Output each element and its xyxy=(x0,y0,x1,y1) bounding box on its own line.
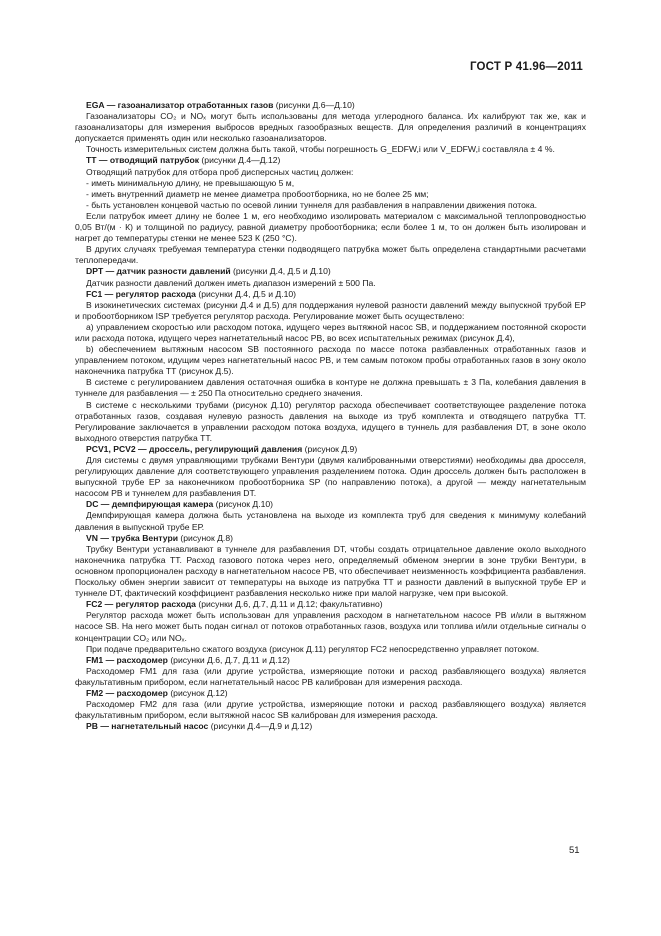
paragraph: В изокинетических системах (рисунки Д.4 и Д.5) для поддержания нулевой разности давлений между выпускной трубой ЕР и пробоотборником ISP требуется регулятор расхода. Регулирование может быть осуществлено: xyxy=(75,299,586,321)
heading-title: FM1 — расходомер xyxy=(86,654,168,665)
document-body xyxy=(75,100,586,732)
paragraph: Для системы с двумя управляющими трубками Вентури (двумя калиброванными отверстиями) необходимы два дросселя, регулирующих давление для соответствующего управления разделением потока. Один дроссель должен быть расположен в выпускной трубе ЕР за наконечником пробоотборника SP (по направлению потока), а другой — между нагнетательным насосом РВ и туннелем для разбавления DT. xyxy=(75,455,586,499)
heading-title: FM2 — расходомер xyxy=(86,687,168,698)
heading-title: PCV1, PCV2 — дроссель, регулирующий давления xyxy=(86,443,303,454)
paragraph: При подаче предварительно сжатого воздуха (рисунок Д.11) регулятор FC2 непосредственно управляет потоком. xyxy=(86,643,540,654)
paragraph: В других случаях требуемая температура стенки подводящего патрубка может быть определена стандартными расчетами теплопередачи. xyxy=(75,244,586,266)
heading-ref: (рисунок Д.10) xyxy=(213,499,274,510)
section-heading-fm2 xyxy=(75,688,586,699)
heading-title: TT — отводящий патрубок xyxy=(86,155,200,166)
section-heading-fm1 xyxy=(75,655,586,666)
section-heading-pb xyxy=(75,721,586,732)
heading-ref: (рисунки Д.4—Д.12) xyxy=(199,155,281,166)
page-number: 51 xyxy=(569,845,580,856)
section-heading-fc1 xyxy=(75,289,586,300)
paragraph: Демпфирующая камера должна быть установлена на выходе из комплекта труб для сведения к минимуму колебаний давления в выпускной трубе ЕР. xyxy=(75,510,586,532)
heading-ref: (рисунок Д.9) xyxy=(302,443,358,454)
heading-ref: (рисунок Д.12) xyxy=(167,687,228,698)
section-heading-fc2 xyxy=(75,599,586,610)
list-item: - иметь минимальную длину, не превышающую 5 м, xyxy=(86,177,295,188)
heading-ref: (рисунок Д.8) xyxy=(178,532,233,543)
heading-title: VN — трубка Вентури xyxy=(86,532,179,543)
paragraph: Расходомер FM2 для газа (или другие устройства, измеряющие потоки и расход разбавляющего воздуха) является факультативным прибором, если вытяжной насос SB калиброван для измерения расхода. xyxy=(75,699,586,721)
paragraph: Расходомер FM1 для газа (или другие устройства, измеряющие потоки и расход разбавляющего воздуха) является факультативным прибором, если нагнетательный насос РВ калиброван для измерения расхода. xyxy=(75,665,586,687)
paragraph: Точность измерительных систем должна быть такой, чтобы погрешность G_EDFW,i или V_EDFW,i составляла ± 4 %. xyxy=(86,144,555,155)
paragraph: В системе с регулированием давления остаточная ошибка в контуре не должна превышать ± 3 Па, колебания давления в туннеле для разбавления — ± 250 Па относительно среднего значения. xyxy=(75,377,586,399)
list-item: а) управлением скоростью или расходом потока, идущего через вытяжной насос SB, и поддержанием постоянной скорости или расхода потока, идущего через нагнетательный насос РВ, во всех испытательных режимах (рисунок Д.4), xyxy=(75,321,586,343)
heading-title: DPT — датчик разности давлений xyxy=(86,266,231,277)
section-heading-pcv xyxy=(75,444,586,455)
heading-ref: (рисунки Д.6, Д.7, Д.11 и Д.12; факультативно) xyxy=(195,599,383,610)
heading-ref: (рисунки Д.6—Д.10) xyxy=(273,100,355,110)
heading-title: DC — демпфирующая камера xyxy=(86,499,214,510)
section-heading-vn xyxy=(75,533,586,544)
paragraph: Если патрубок имеет длину не более 1 м, его необходимо изолировать материалом с максимальной теплопроводностью 0,05 Вт/(м · К) и толщиной по радиусу, равной диаметру пробоотборника; если более 1 м, то он должен быть изолирован и нагрет до температуры стенки не менее 523 К (250 °С). xyxy=(75,210,586,244)
paragraph: Трубку Вентури устанавливают в туннеле для разбавления DT, чтобы создать отрицательное давление около выходного наконечника патрубка ТТ. Расход газового потока через него, определяемый обменом энергии в зоне трубки Вентури, в основном пропорционален расходу в нагнетательном насосе РВ, что обеспечивает неизменность коэффициента разбавления. Поскольку обмен энергии зависит от температуры на выходе из патрубка ТТ и разности давлений в выпускной трубе ЕР и туннеле DT, фактический коэффициент разбавления несколько ниже при малой нагрузке, чем при высокой. xyxy=(75,543,586,599)
heading-ref: (рисунки Д.4—Д.9 и Д.12) xyxy=(208,721,313,732)
section-heading-ega xyxy=(75,100,586,111)
heading-title: FC2 — регулятор расхода xyxy=(86,599,196,610)
heading-title: PB — нагнетательный насос xyxy=(86,721,209,732)
paragraph: Датчик разности давлений должен иметь диапазон измерений ± 500 Па. xyxy=(86,277,376,288)
heading-title: EGA — газоанализатор отработанных газов xyxy=(86,100,274,110)
section-heading-dpt xyxy=(75,266,586,277)
heading-ref: (рисунки Д.4, Д.5 и Д.10) xyxy=(230,266,331,277)
heading-ref: (рисунки Д.4, Д.5 и Д.10) xyxy=(195,288,297,299)
heading-title: FC1 — регулятор расхода xyxy=(86,288,196,299)
paragraph: В системе с несколькими трубами (рисунок Д.10) регулятор расхода обеспечивает соответствующее разделение потока отработанных газов, создавая нулевую разность давления на выходе из труб комплекта и отводящего патрубка ТТ. Регулирование заключается в управлении расходом потока воздуха, идущего в туннель для разбавления DT, в зоне около выходного отверстия патрубка ТТ. xyxy=(75,399,586,443)
paragraph: Регулятор расхода может быть использован для управления расходом в нагнетательном насосе РВ и/или в вытяжном насосе SB. На него может быть подан сигнал от потоков отработанных газов, воздуха или топлива и/или отдельные сигналы о концентрации CO₂ или NOₓ. xyxy=(75,610,586,643)
paragraph: Газоанализаторы CO₂ и NOₓ могут быть использованы для метода углеродного баланса. Их калибруют так же, как и газоанализаторы для измерения выбросов вредных газообразных веществ. Для определения различий в концентрациях допускается применять один или несколько газоанализаторов. xyxy=(75,111,586,144)
document-header: ГОСТ Р 41.96—2011 xyxy=(469,61,583,73)
section-heading-tt xyxy=(75,155,586,166)
heading-ref: (рисунки Д.6, Д.7, Д.11 и Д.12) xyxy=(167,654,290,665)
section-heading-dc xyxy=(75,499,586,510)
list-item: - иметь внутренний диаметр не менее диаметра пробоотборника, но не более 25 мм; xyxy=(86,188,429,199)
list-item: b) обеспечением вытяжным насосом SB постоянного расхода по массе потока разбавленных отработанных газов и управлением потоком, идущим через нагнетательный насос РВ, и тем самым потоком пробы отработанных газов в зону около наконечника патрубка ТТ (рисунок Д.5). xyxy=(75,344,586,377)
list-item: - быть установлен концевой частью по осевой линии туннеля для разбавления в направлении движения потока. xyxy=(86,199,538,210)
paragraph: Отводящий патрубок для отбора проб дисперсных частиц должен: xyxy=(86,166,354,177)
